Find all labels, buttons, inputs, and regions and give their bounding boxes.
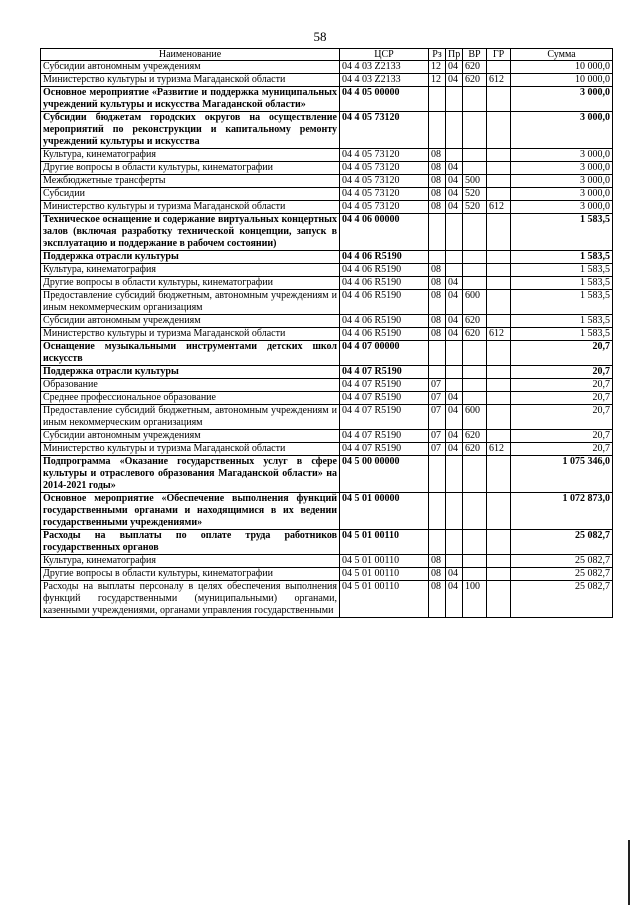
cell-rz: 08: [429, 315, 446, 328]
cell-name: Межбюджетные трансферты: [41, 175, 340, 188]
cell-name: Расходы на выплаты персоналу в целях обеспечения выполнения функций государственными (муниципальными) органами, казенными учреждениями, органами управления государственными: [41, 581, 340, 618]
cell-rz: [429, 456, 446, 493]
column-header-gr: ГР: [487, 49, 511, 61]
cell-name: Расходы на выплаты по оплате труда работников государственных органов: [41, 530, 340, 555]
cell-sum: 10 000,0: [511, 61, 613, 74]
cell-sum: 1 583,5: [511, 251, 613, 264]
cell-pr: [446, 149, 463, 162]
table-row: [41, 315, 613, 328]
cell-name: Подпрограмма «Оказание государственных услуг в сфере культуры и отраслевого образования Магаданской области» на 2014-2021 годы»: [41, 456, 340, 493]
cell-rz: 08: [429, 175, 446, 188]
cell-name: Министерство культуры и туризма Магаданской области: [41, 74, 340, 87]
cell-name: Среднее профессиональное образование: [41, 392, 340, 405]
cell-sum: 1 075 346,0: [511, 456, 613, 493]
cell-pr: 04: [446, 162, 463, 175]
cell-csr: 04 4 07 R5190: [340, 392, 429, 405]
table-row: [41, 456, 613, 493]
table-row: [41, 162, 613, 175]
column-header-csr: ЦСР: [340, 49, 429, 61]
cell-rz: 08: [429, 188, 446, 201]
cell-name: Поддержка отрасли культуры: [41, 251, 340, 264]
cell-csr: 04 4 06 R5190: [340, 315, 429, 328]
cell-csr: 04 4 05 73120: [340, 149, 429, 162]
cell-sum: 25 082,7: [511, 530, 613, 555]
cell-rz: 08: [429, 162, 446, 175]
cell-vr: 620: [463, 61, 487, 74]
cell-vr: 600: [463, 405, 487, 430]
cell-vr: [463, 530, 487, 555]
cell-pr: [446, 366, 463, 379]
cell-vr: [463, 392, 487, 405]
cell-name: Поддержка отрасли культуры: [41, 366, 340, 379]
cell-csr: 04 4 07 R5190: [340, 430, 429, 443]
column-header-pr: Пр: [446, 49, 463, 61]
cell-sum: 3 000,0: [511, 112, 613, 149]
cell-name: Другие вопросы в области культуры, кинематографии: [41, 162, 340, 175]
table-row: [41, 405, 613, 430]
cell-name: Субсидии автономным учреждениям: [41, 61, 340, 74]
cell-pr: [446, 214, 463, 251]
cell-vr: 620: [463, 443, 487, 456]
cell-vr: [463, 341, 487, 366]
cell-vr: 620: [463, 328, 487, 341]
cell-gr: [487, 149, 511, 162]
cell-vr: 100: [463, 581, 487, 618]
cell-sum: 20,7: [511, 443, 613, 456]
cell-rz: 12: [429, 74, 446, 87]
cell-sum: 1 583,5: [511, 328, 613, 341]
cell-rz: [429, 251, 446, 264]
cell-name: Министерство культуры и туризма Магаданской области: [41, 443, 340, 456]
table-row: [41, 366, 613, 379]
cell-pr: 04: [446, 328, 463, 341]
cell-csr: 04 5 00 00000: [340, 456, 429, 493]
cell-pr: [446, 456, 463, 493]
cell-csr: 04 4 07 00000: [340, 341, 429, 366]
cell-rz: 08: [429, 201, 446, 214]
cell-pr: 04: [446, 430, 463, 443]
cell-vr: 520: [463, 188, 487, 201]
cell-rz: 08: [429, 581, 446, 618]
cell-rz: 08: [429, 568, 446, 581]
table-row: [41, 530, 613, 555]
cell-name: Культура, кинематография: [41, 149, 340, 162]
cell-name: Предоставление субсидий бюджетным, автономным учреждениям и иным некоммерческим организациям: [41, 405, 340, 430]
cell-vr: [463, 456, 487, 493]
table-row: [41, 87, 613, 112]
cell-csr: 04 4 05 73120: [340, 188, 429, 201]
cell-vr: [463, 379, 487, 392]
cell-csr: 04 4 07 R5190: [340, 366, 429, 379]
cell-rz: 08: [429, 149, 446, 162]
cell-vr: 620: [463, 430, 487, 443]
cell-sum: 3 000,0: [511, 87, 613, 112]
cell-gr: [487, 581, 511, 618]
cell-rz: 08: [429, 264, 446, 277]
cell-sum: 1 583,5: [511, 264, 613, 277]
cell-vr: 620: [463, 315, 487, 328]
cell-gr: [487, 251, 511, 264]
cell-pr: 04: [446, 443, 463, 456]
cell-csr: 04 4 06 R5190: [340, 277, 429, 290]
cell-sum: 1 583,5: [511, 277, 613, 290]
table-row: [41, 493, 613, 530]
table-header-row: [41, 49, 613, 61]
cell-rz: [429, 112, 446, 149]
cell-sum: 25 082,7: [511, 581, 613, 618]
cell-rz: [429, 493, 446, 530]
cell-rz: 07: [429, 430, 446, 443]
cell-gr: [487, 405, 511, 430]
cell-name: Техническое оснащение и содержание виртуальных концертных залов (включая разработку технической концепции, запуск в эксплуатацию и поддержание в рабочем состоянии): [41, 214, 340, 251]
table-row: [41, 443, 613, 456]
cell-gr: [487, 162, 511, 175]
cell-name: Основное мероприятие «Обеспечение выполнения функций государственными органами и находящимися в их ведении государственными учреждениями»: [41, 493, 340, 530]
cell-gr: [487, 264, 511, 277]
cell-csr: 04 5 01 00000: [340, 493, 429, 530]
cell-vr: [463, 277, 487, 290]
table-row: [41, 430, 613, 443]
table-row: [41, 379, 613, 392]
cell-name: Субсидии бюджетам городских округов на осуществление мероприятий по реконструкции и капитальному ремонту учреждений культуры и искусства: [41, 112, 340, 149]
cell-rz: 07: [429, 379, 446, 392]
cell-name: Субсидии автономным учреждениям: [41, 430, 340, 443]
cell-pr: [446, 251, 463, 264]
cell-gr: [487, 290, 511, 315]
cell-name: Министерство культуры и туризма Магаданской области: [41, 328, 340, 341]
cell-vr: 620: [463, 74, 487, 87]
cell-gr: [487, 568, 511, 581]
cell-csr: 04 4 05 73120: [340, 175, 429, 188]
cell-pr: 04: [446, 74, 463, 87]
cell-sum: 20,7: [511, 379, 613, 392]
cell-sum: 3 000,0: [511, 149, 613, 162]
cell-gr: [487, 112, 511, 149]
cell-name: Субсидии автономным учреждениям: [41, 315, 340, 328]
cell-rz: [429, 87, 446, 112]
cell-rz: [429, 214, 446, 251]
cell-name: Другие вопросы в области культуры, кинематографии: [41, 277, 340, 290]
table-row: [41, 568, 613, 581]
cell-pr: [446, 379, 463, 392]
cell-gr: [487, 61, 511, 74]
cell-gr: [487, 277, 511, 290]
cell-gr: [487, 87, 511, 112]
cell-csr: 04 4 06 R5190: [340, 251, 429, 264]
table-row: [41, 112, 613, 149]
cell-vr: 600: [463, 290, 487, 315]
cell-gr: [487, 366, 511, 379]
cell-csr: 04 4 07 R5190: [340, 443, 429, 456]
cell-gr: [487, 188, 511, 201]
cell-vr: [463, 149, 487, 162]
cell-vr: 520: [463, 201, 487, 214]
table-row: [41, 61, 613, 74]
table-row: [41, 251, 613, 264]
cell-sum: 25 082,7: [511, 555, 613, 568]
cell-sum: 20,7: [511, 366, 613, 379]
cell-csr: 04 4 05 73120: [340, 162, 429, 175]
cell-gr: 612: [487, 328, 511, 341]
table-row: [41, 74, 613, 87]
cell-name: Субсидии: [41, 188, 340, 201]
table-row: [41, 214, 613, 251]
cell-pr: [446, 555, 463, 568]
cell-name: Оснащение музыкальными инструментами детских школ искусств: [41, 341, 340, 366]
cell-gr: [487, 555, 511, 568]
table-row: [41, 277, 613, 290]
table-row: [41, 175, 613, 188]
cell-vr: [463, 555, 487, 568]
cell-pr: 04: [446, 405, 463, 430]
cell-csr: 04 4 06 R5190: [340, 328, 429, 341]
cell-sum: 1 583,5: [511, 214, 613, 251]
cell-sum: 3 000,0: [511, 188, 613, 201]
cell-csr: 04 5 01 00110: [340, 555, 429, 568]
cell-name: Другие вопросы в области культуры, кинематографии: [41, 568, 340, 581]
table-row: [41, 328, 613, 341]
cell-pr: [446, 493, 463, 530]
table-row: [41, 341, 613, 366]
cell-pr: 04: [446, 290, 463, 315]
cell-gr: 612: [487, 74, 511, 87]
column-header-name: Наименование: [41, 49, 340, 61]
table-row: [41, 392, 613, 405]
table-row: [41, 581, 613, 618]
column-header-vr: ВР: [463, 49, 487, 61]
cell-name: Предоставление субсидий бюджетным, автономным учреждениям и иным некоммерческим организациям: [41, 290, 340, 315]
cell-csr: 04 4 05 00000: [340, 87, 429, 112]
cell-name: Министерство культуры и туризма Магаданской области: [41, 201, 340, 214]
cell-csr: 04 4 05 73120: [340, 201, 429, 214]
page-number: 58: [313, 29, 327, 44]
cell-rz: 08: [429, 555, 446, 568]
cell-gr: [487, 392, 511, 405]
cell-sum: 3 000,0: [511, 162, 613, 175]
cell-gr: [487, 493, 511, 530]
cell-sum: 1 583,5: [511, 290, 613, 315]
cell-pr: 04: [446, 188, 463, 201]
cell-sum: 10 000,0: [511, 74, 613, 87]
cell-vr: [463, 112, 487, 149]
cell-pr: 04: [446, 201, 463, 214]
cell-vr: [463, 493, 487, 530]
cell-vr: [463, 264, 487, 277]
cell-rz: 08: [429, 328, 446, 341]
cell-sum: 1 583,5: [511, 315, 613, 328]
cell-gr: 612: [487, 201, 511, 214]
cell-gr: [487, 214, 511, 251]
table-row: [41, 188, 613, 201]
table-row: [41, 555, 613, 568]
cell-rz: 07: [429, 392, 446, 405]
column-header-rz: Рз: [429, 49, 446, 61]
scan-edge-mark: [628, 840, 630, 905]
table-row: [41, 201, 613, 214]
cell-csr: 04 4 06 R5190: [340, 290, 429, 315]
cell-vr: [463, 162, 487, 175]
cell-name: Культура, кинематография: [41, 264, 340, 277]
budget-table: [40, 48, 613, 618]
cell-rz: 12: [429, 61, 446, 74]
cell-sum: 3 000,0: [511, 201, 613, 214]
cell-pr: 04: [446, 61, 463, 74]
cell-pr: 04: [446, 315, 463, 328]
cell-rz: [429, 341, 446, 366]
cell-sum: 3 000,0: [511, 175, 613, 188]
column-header-sum: Сумма: [511, 49, 613, 61]
cell-pr: 04: [446, 568, 463, 581]
cell-csr: 04 4 07 R5190: [340, 405, 429, 430]
cell-rz: 07: [429, 405, 446, 430]
cell-pr: [446, 530, 463, 555]
cell-vr: [463, 214, 487, 251]
table-row: [41, 290, 613, 315]
cell-gr: [487, 456, 511, 493]
cell-csr: 04 4 03 Z2133: [340, 74, 429, 87]
cell-csr: 04 4 06 R5190: [340, 264, 429, 277]
cell-sum: 20,7: [511, 430, 613, 443]
cell-pr: 04: [446, 392, 463, 405]
cell-rz: 08: [429, 290, 446, 315]
cell-gr: [487, 175, 511, 188]
cell-csr: 04 4 06 00000: [340, 214, 429, 251]
cell-pr: [446, 264, 463, 277]
cell-gr: [487, 315, 511, 328]
cell-csr: 04 4 07 R5190: [340, 379, 429, 392]
cell-rz: 08: [429, 277, 446, 290]
table-row: [41, 264, 613, 277]
cell-sum: 25 082,7: [511, 568, 613, 581]
cell-sum: 20,7: [511, 405, 613, 430]
cell-rz: 07: [429, 443, 446, 456]
cell-csr: 04 4 05 73120: [340, 112, 429, 149]
cell-gr: [487, 530, 511, 555]
cell-vr: [463, 366, 487, 379]
cell-vr: [463, 251, 487, 264]
cell-sum: 1 072 873,0: [511, 493, 613, 530]
cell-csr: 04 5 01 00110: [340, 530, 429, 555]
cell-name: Образование: [41, 379, 340, 392]
cell-csr: 04 5 01 00110: [340, 581, 429, 618]
cell-gr: [487, 341, 511, 366]
cell-gr: [487, 379, 511, 392]
cell-pr: [446, 341, 463, 366]
table-body: [41, 61, 613, 618]
cell-sum: 20,7: [511, 392, 613, 405]
cell-gr: [487, 430, 511, 443]
cell-name: Культура, кинематография: [41, 555, 340, 568]
cell-pr: [446, 112, 463, 149]
cell-gr: 612: [487, 443, 511, 456]
cell-vr: [463, 568, 487, 581]
cell-rz: [429, 530, 446, 555]
cell-pr: 04: [446, 175, 463, 188]
cell-vr: [463, 87, 487, 112]
cell-pr: [446, 87, 463, 112]
cell-rz: [429, 366, 446, 379]
cell-sum: 20,7: [511, 341, 613, 366]
cell-vr: 500: [463, 175, 487, 188]
table-row: [41, 149, 613, 162]
cell-name: Основное мероприятие «Развитие и поддержка муниципальных учреждений культуры и искусства Магаданской области»: [41, 87, 340, 112]
cell-pr: 04: [446, 581, 463, 618]
cell-pr: 04: [446, 277, 463, 290]
cell-csr: 04 5 01 00110: [340, 568, 429, 581]
cell-csr: 04 4 03 Z2133: [340, 61, 429, 74]
